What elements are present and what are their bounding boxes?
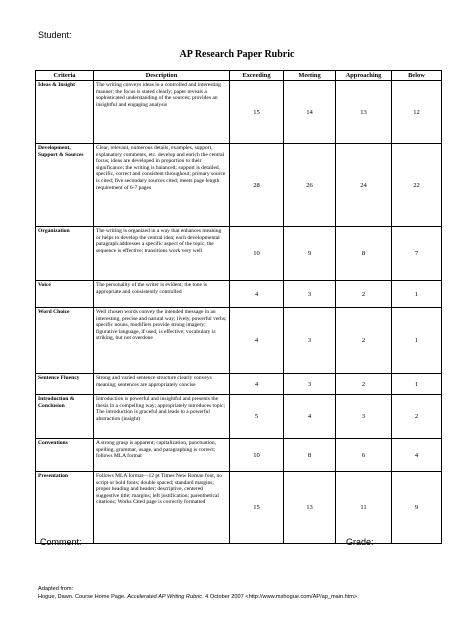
score-cell: 8	[284, 439, 336, 472]
score-cell: 2	[392, 395, 442, 439]
criteria-cell: Voice	[36, 281, 94, 308]
student-label: Student:	[38, 30, 72, 40]
score-cell: 7	[392, 227, 442, 281]
column-header: Approaching	[336, 71, 392, 81]
score-cell: 9	[392, 472, 442, 544]
score-cell: 14	[284, 81, 336, 144]
description-cell: Well chosen words convey the intended message in an interesting, precise and natural way; lively, powerful verbs; specific nouns, modifiers provide strong imagery; figurative language, if used, is effective; vocabulary is striking, but not overdone	[94, 308, 230, 374]
score-cell: 11	[336, 472, 392, 544]
description-cell: The writing conveys ideas in a controlled and interesting manner; the focus is stated clearly; paper reveals a sophisticated understanding of the sources; provides an insightful and engaging analysis	[94, 81, 230, 144]
description-cell: Follows MLA format—12 pt Times New Roman font, no script or bold fonts; double spaced; standard margins; proper heading and header; descriptive, centered suggestive title; margins; left justification; parenthetical citations; Works Cited page is correctly formatted	[94, 472, 230, 544]
score-cell: 12	[392, 81, 442, 144]
score-cell: 15	[230, 472, 284, 544]
score-cell: 15	[230, 81, 284, 144]
score-cell: 6	[336, 439, 392, 472]
description-cell: Clear, relevant, numerous details, examples, support, explanatory comments, etc. develop and enrich the central focus; ideas are developed in proportion to their significance; the writing is balanced; support is detailed, specific, correct and consistent throughout; primary source is cited; five secondary sources cited; meets page length requirement of 6-7 pages	[94, 144, 230, 227]
score-cell: 4	[230, 308, 284, 374]
comment-label: Comment:	[40, 537, 82, 547]
column-header: Description	[94, 71, 230, 81]
score-cell: 3	[336, 395, 392, 439]
description-cell: Introduction is powerful and insightful and presents the thesis in a compelling way; appropriately introduces topic; The introduction is graceful and leads to a powerful abstraction (insight)	[94, 395, 230, 439]
score-cell: 2	[336, 374, 392, 395]
criteria-cell: Presentation	[36, 472, 94, 544]
score-cell: 3	[284, 308, 336, 374]
score-cell: 13	[336, 81, 392, 144]
criteria-cell: Word Choice	[36, 308, 94, 374]
table-row	[36, 81, 442, 144]
grade-label: Grade:	[346, 537, 374, 547]
score-cell: 1	[392, 308, 442, 374]
score-cell: 8	[336, 227, 392, 281]
description-cell: The writing is organized in a way that enhances meaning or helps to develop the central idea; each developmental paragraph addresses a specific aspect of the topic, the sequence is effective; transitions work very well	[94, 227, 230, 281]
table-row	[36, 281, 442, 308]
column-header: Below	[392, 71, 442, 81]
table-row	[36, 227, 442, 281]
citation	[38, 594, 359, 600]
description-cell: Strong and varied sentence structure clearly conveys meaning; sentences are appropriately concise	[94, 374, 230, 395]
citation-source: . 4 October 2007 <http://www.mshogue.com/AP/ap_main.htm>.	[202, 594, 359, 600]
score-cell: 4	[230, 281, 284, 308]
citation-author: Hogue, Dawn. Course Home Page.	[38, 594, 126, 600]
column-header: Criteria	[36, 71, 94, 81]
citation-title: Accelerated AP Writing Rubric	[127, 594, 203, 600]
score-cell: 9	[284, 227, 336, 281]
score-cell: 22	[392, 144, 442, 227]
score-cell: 3	[284, 281, 336, 308]
score-cell: 24	[336, 144, 392, 227]
criteria-cell: Ideas & Insight	[36, 81, 94, 144]
criteria-cell: Organization	[36, 227, 94, 281]
score-cell: 28	[230, 144, 284, 227]
page-title: AP Research Paper Rubric	[179, 49, 295, 60]
rubric-table	[35, 70, 442, 544]
score-cell: 1	[392, 281, 442, 308]
table-row	[36, 308, 442, 374]
table-row	[36, 144, 442, 227]
score-cell: 2	[336, 281, 392, 308]
score-cell: 4	[230, 374, 284, 395]
criteria-cell: Conventions	[36, 439, 94, 472]
score-cell: 10	[230, 227, 284, 281]
table-row	[36, 374, 442, 395]
criteria-cell: Development, Support & Sources	[36, 144, 94, 227]
score-cell: 1	[392, 374, 442, 395]
score-cell: 3	[284, 374, 336, 395]
column-header: Meeting	[284, 71, 336, 81]
score-cell: 10	[230, 439, 284, 472]
score-cell: 4	[284, 395, 336, 439]
score-cell: 13	[284, 472, 336, 544]
score-cell: 26	[284, 144, 336, 227]
description-cell: The personality of the writer is evident; the tone is appropriate and consistently controlled	[94, 281, 230, 308]
description-cell: A strong grasp is apparent; capitalization, punctuation, spelling, grammar, usage, and paragraphing is correct; follows MLA format	[94, 439, 230, 472]
column-header: Exceeding	[230, 71, 284, 81]
criteria-cell: Sentence Fluency	[36, 374, 94, 395]
table-row	[36, 472, 442, 544]
score-cell: 5	[230, 395, 284, 439]
table-row	[36, 395, 442, 439]
table-row	[36, 439, 442, 472]
score-cell: 2	[336, 308, 392, 374]
adapted-from-label: Adapted from:	[38, 586, 74, 592]
score-cell: 4	[392, 439, 442, 472]
criteria-cell: Introduction & Conclusion	[36, 395, 94, 439]
table-header-row	[36, 71, 442, 81]
